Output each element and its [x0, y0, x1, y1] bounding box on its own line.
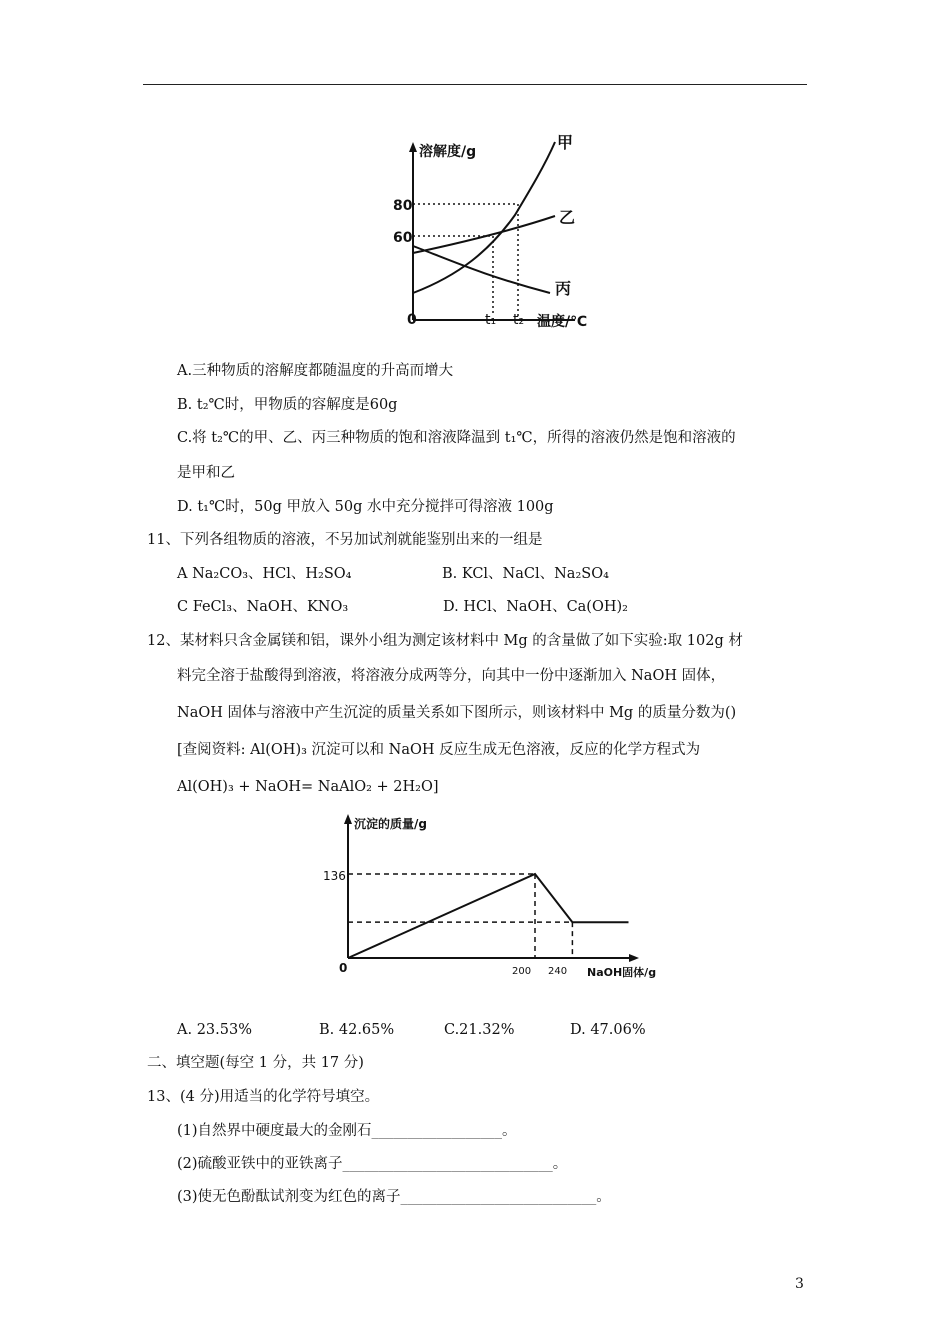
chart-ytick-136: 136 [323, 869, 346, 883]
q13-item-1-text: (1)自然界中硬度最大的金刚石 [177, 1123, 372, 1139]
q11-option-d: D. HCl、NaOH、Ca(OH)₂ [443, 599, 628, 615]
q10-option-c-cont: 是甲和乙 [177, 465, 235, 481]
q12-option-b: B. 42.65% [319, 1022, 395, 1038]
q11-option-c: C FeCl₃、NaOH、KNO₃ [177, 599, 349, 615]
curve-label-bing: 丙 [555, 279, 572, 298]
precipitate-chart [315, 808, 660, 983]
q13-item-1-end: 。 [502, 1123, 517, 1139]
q13-item-2-blank[interactable]: _____________________________ [342, 1156, 553, 1172]
q12-option-c: C.21.32% [444, 1022, 515, 1038]
q12-line-3: NaOH 固体与溶液中产生沉淀的质量关系如下图所示，则该材料中 Mg 的质量分数为() [177, 705, 737, 721]
q10-option-d: D. t₁℃时，50g 甲放入 50g 水中充分搅拌可得溶液 100g [177, 499, 554, 515]
q12-option-d: D. 47.06% [570, 1022, 646, 1038]
solubility-figure [385, 130, 615, 335]
series-line [348, 874, 629, 958]
curve-jia [413, 142, 555, 293]
q13-item-3 [177, 1187, 611, 1207]
chart-xtick-200: 200 [512, 966, 532, 977]
q13-item-2-end: 。 [552, 1156, 568, 1172]
chart-xlabel: NaOH固体/g [587, 966, 657, 979]
q11-stem: 11、下列各组物质的溶液，不另加试剂就能鉴别出来的一组是 [147, 532, 543, 548]
chart-ylabel: 沉淀的质量/g [354, 817, 427, 831]
q12-line-5: Al(OH)₃ + NaOH= NaAlO₂ + 2H₂O] [177, 779, 439, 795]
q10-option-c: C.将 t₂℃的甲、乙、丙三种物质的饱和溶液降温到 t₁℃，所得的溶液仍然是饱和溶液的 [177, 430, 736, 446]
q13-item-1-blank[interactable]: __________________ [371, 1123, 503, 1139]
q13-item-2-text: (2)硫酸亚铁中的亚铁离子 [177, 1156, 343, 1172]
x-axis-label: 温度/℃ [537, 314, 588, 330]
y-tick-60: 60 [393, 230, 413, 246]
q13-item-2 [177, 1154, 567, 1174]
q13-item-3-end: 。 [596, 1189, 611, 1205]
q10-option-a: A.三种物质的溶解度都随温度的升高而增大 [177, 363, 454, 379]
chart-xtick-0: 0 [339, 961, 348, 975]
page-number: 3 [795, 1276, 804, 1292]
x-tick-t2: t₂ [513, 312, 525, 328]
curve-label-yi: 乙 [559, 208, 576, 227]
q13-item-3-text: (3)使无色酚酞试剂变为红色的离子 [177, 1189, 401, 1205]
y-tick-80: 80 [393, 198, 413, 214]
x-tick-t1: t₁ [485, 312, 497, 328]
section-2-heading: 二、填空题(每空 1 分，共 17 分) [147, 1055, 364, 1071]
q12-line-4: [查阅资料: Al(OH)₃ 沉淀可以和 NaOH 反应生成无色溶液，反应的化学方程式为 [177, 742, 701, 758]
q11-option-b: B. KCl、NaCl、Na₂SO₄ [442, 566, 609, 582]
q12-option-a: A. 23.53% [177, 1022, 252, 1038]
origin-label: 0 [407, 312, 417, 328]
q13-item-1 [177, 1121, 517, 1141]
y-axis-label: 溶解度/g [419, 144, 477, 160]
header-rule [143, 84, 807, 85]
q10-option-b: B. t₂℃时，甲物质的容解度是60g [177, 397, 398, 413]
q13-stem: 13、(4 分)用适当的化学符号填空。 [147, 1089, 380, 1105]
q12-line-1: 12、某材料只含金属镁和铝，课外小组为测定该材料中 Mg 的含量做了如下实验:取 102g 材 [147, 633, 743, 649]
curve-label-jia: 甲 [557, 133, 574, 152]
curve-yi [413, 216, 555, 253]
q11-option-a: A Na₂CO₃、HCl、H₂SO₄ [177, 566, 352, 582]
q13-item-3-blank[interactable]: ___________________________ [400, 1189, 597, 1205]
chart-xtick-240: 240 [548, 966, 568, 977]
q12-line-2: 料完全溶于盐酸得到溶液，将溶液分成两等分，向其中一份中逐渐加入 NaOH 固体， [177, 668, 726, 684]
